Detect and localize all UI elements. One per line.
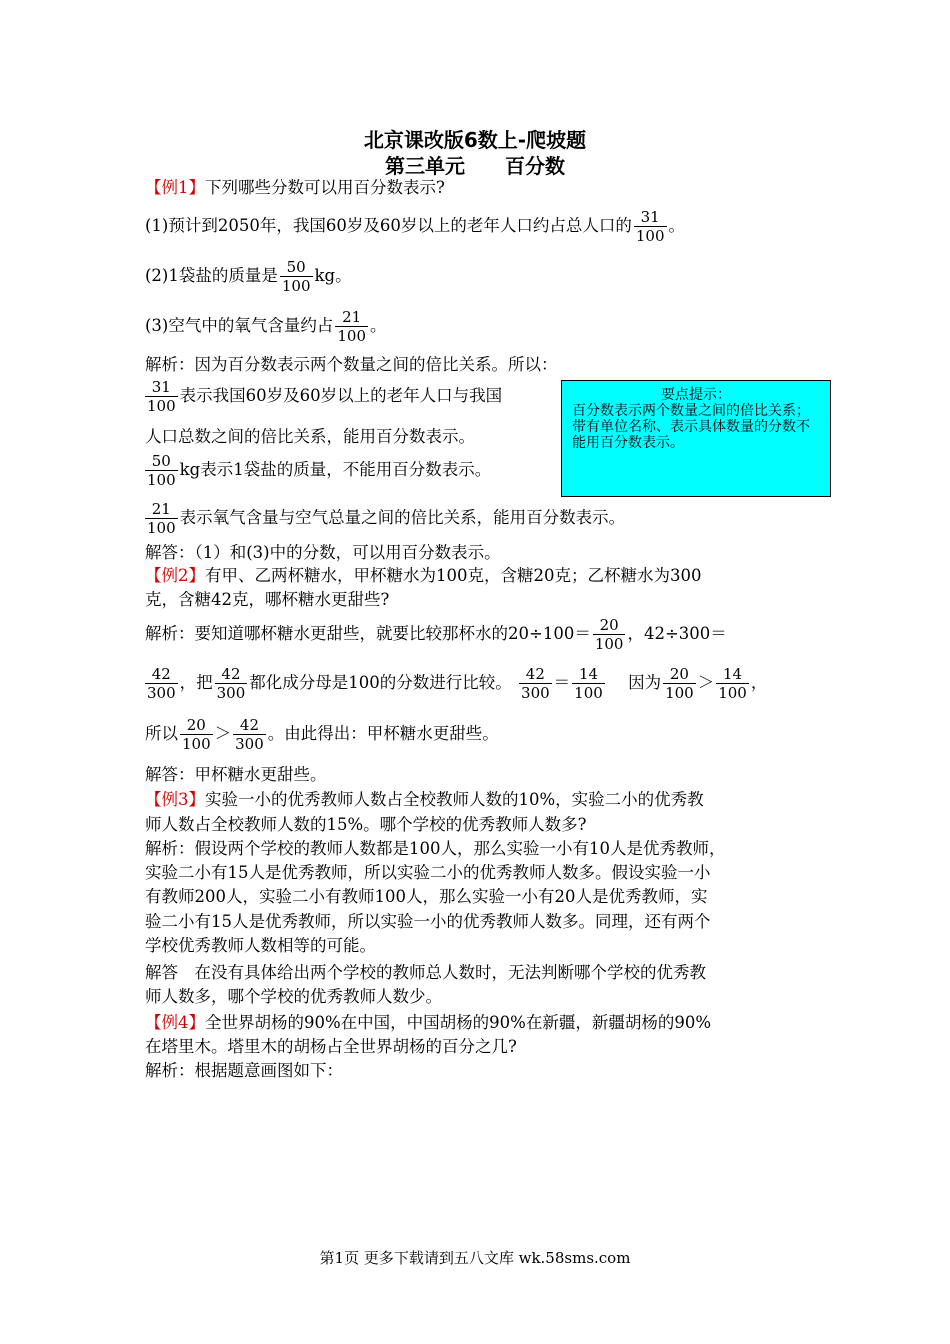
example2-analysis-2: $\frac{42}{300}$ ，把 $\frac{42}{300}$ 都化成分母是100的分数进行比较。 $\frac{42}{300}$ ＝ $\frac{14}{100}$ 因为 $\frac{20}{100}$ ＞ $\frac{14}{100}$ ， [147,665,768,702]
fraction: $\frac{20}{100}$ [665,665,694,702]
fraction: $\frac{31}{100}$ [147,378,176,415]
example1-analysis-1: $\frac{31}{100}$ 表示我国60岁及60岁以上的老年人口与我国 [147,378,503,415]
example1-question: 【例1】下列哪些分数可以用百分数表示? [145,178,445,197]
example4-analysis-1: 解析：根据题意画图如下： [145,1061,343,1080]
fraction: $\frac{21}{100}$ [337,308,367,345]
document-title: 北京课改版6数上-爬坡题 [363,128,587,152]
example3-analysis-5: 学校优秀教师人数相等的可能。 [145,936,376,955]
fraction: $\frac{42}{300}$ [521,665,550,702]
fraction: $\frac{50}{100}$ [281,258,311,295]
fraction: $\frac{42}{300}$ [147,665,176,702]
example1-item2: (2)1袋盐的质量是 $\frac{50}{100}$ kg。 [145,258,352,295]
example3-analysis-1: 解析：假设两个学校的教师人数都是100人，那么实验一小有10人是优秀教师， [145,839,726,858]
example3-analysis-2: 实验二小有15人是优秀教师，所以实验二小的优秀教师人数多。假设实验一小 [145,863,711,882]
example1-item1: (1)预计到2050年，我国60岁及60岁以上的老年人口约占总人口的 $\frac{31}{100}$ 。 [145,208,685,245]
example1-analysis-1b: 人口总数之间的倍比关系，能用百分数表示。 [145,427,475,446]
fraction: $\frac{20}{100}$ [182,716,211,753]
fraction: $\frac{50}{100}$ [147,452,176,489]
example4-question-1: 【例4】全世界胡杨的90%在中国，中国胡杨的90%在新疆，新疆胡杨的90% [145,1013,712,1032]
example3-answer-2: 师人数多，哪个学校的优秀教师人数少。 [145,987,442,1006]
example1-item3: (3)空气中的氧气含量约占 $\frac{21}{100}$ 。 [145,308,387,345]
key-points-heading: 要点提示： [661,387,731,403]
fraction: $\frac{20}{100}$ [594,616,624,653]
fraction: $\frac{31}{100}$ [635,208,665,245]
fraction: $\frac{21}{100}$ [147,500,176,537]
example2-answer: 解答：甲杯糖水更甜些。 [145,765,327,784]
example3-tag: 【例3】 [145,790,205,809]
example1-answer: 解答：（1）和(3)中的分数，可以用百分数表示。 [145,543,501,562]
example3-analysis-3: 有教师200人，实验二小有教师100人，那么实验一小有20人是优秀教师，实 [145,887,708,906]
example1-analysis-3: $\frac{21}{100}$ 表示氧气含量与空气总量之间的倍比关系，能用百分数表示。 [147,500,626,537]
example1-analysis-2: $\frac{50}{100}$ kg表示1袋盐的质量，不能用百分数表示。 [147,452,492,489]
example2-tag: 【例2】 [145,566,205,585]
example2-analysis-1: 解析：要知道哪杯糖水更甜些，就要比较那杯水的20÷100＝ $\frac{20}{100}$ ，42÷300＝ [145,616,727,653]
example2-question-1: 【例2】有甲、乙两杯糖水，甲杯糖水为100克，含糖20克；乙杯糖水为300 [145,566,702,585]
fraction: $\frac{42}{300}$ [216,665,246,702]
fraction: $\frac{14}{100}$ [718,665,747,702]
example3-analysis-4: 验二小有15人是优秀教师，所以实验一小的优秀教师人数多。同理，还有两个 [145,912,711,931]
unit-title: 第三单元 百分数 [385,154,565,178]
fraction: $\frac{14}{100}$ [574,665,603,702]
example4-question-2: 在塔里木。塔里木的胡杨占全世界胡杨的百分之几? [145,1037,517,1056]
key-points-text: 百分数表示两个数量之间的倍比关系；带有单位名称、表示具体数量的分数不能用百分数表示。 [572,403,810,451]
example3-answer-1: 解答 在没有具体给出两个学校的教师总人数时，无法判断哪个学校的优秀教 [145,963,706,982]
example3-question-1: 【例3】实验一小的优秀教师人数占全校教师人数的10%，实验二小的优秀教 [145,790,704,809]
example2-analysis-3: 所以 $\frac{20}{100}$ ＞ $\frac{42}{300}$ 。由此得出：甲杯糖水更甜些。 [145,716,499,753]
example1-analysis: 解析：因为百分数表示两个数量之间的倍比关系。所以： [145,355,558,374]
example2-question-2: 克，含糖42克，哪杯糖水更甜些? [145,590,390,609]
example1-tag: 【例1】 [145,178,205,197]
example3-question-2: 师人数占全校教师人数的15%。哪个学校的优秀教师人数多? [145,815,587,834]
page-footer: 第1页 更多下载请到五八文库 wk.58sms.com [319,1249,631,1267]
key-points-box [561,380,831,497]
fraction: $\frac{42}{300}$ [235,716,264,753]
example4-tag: 【例4】 [145,1013,205,1032]
